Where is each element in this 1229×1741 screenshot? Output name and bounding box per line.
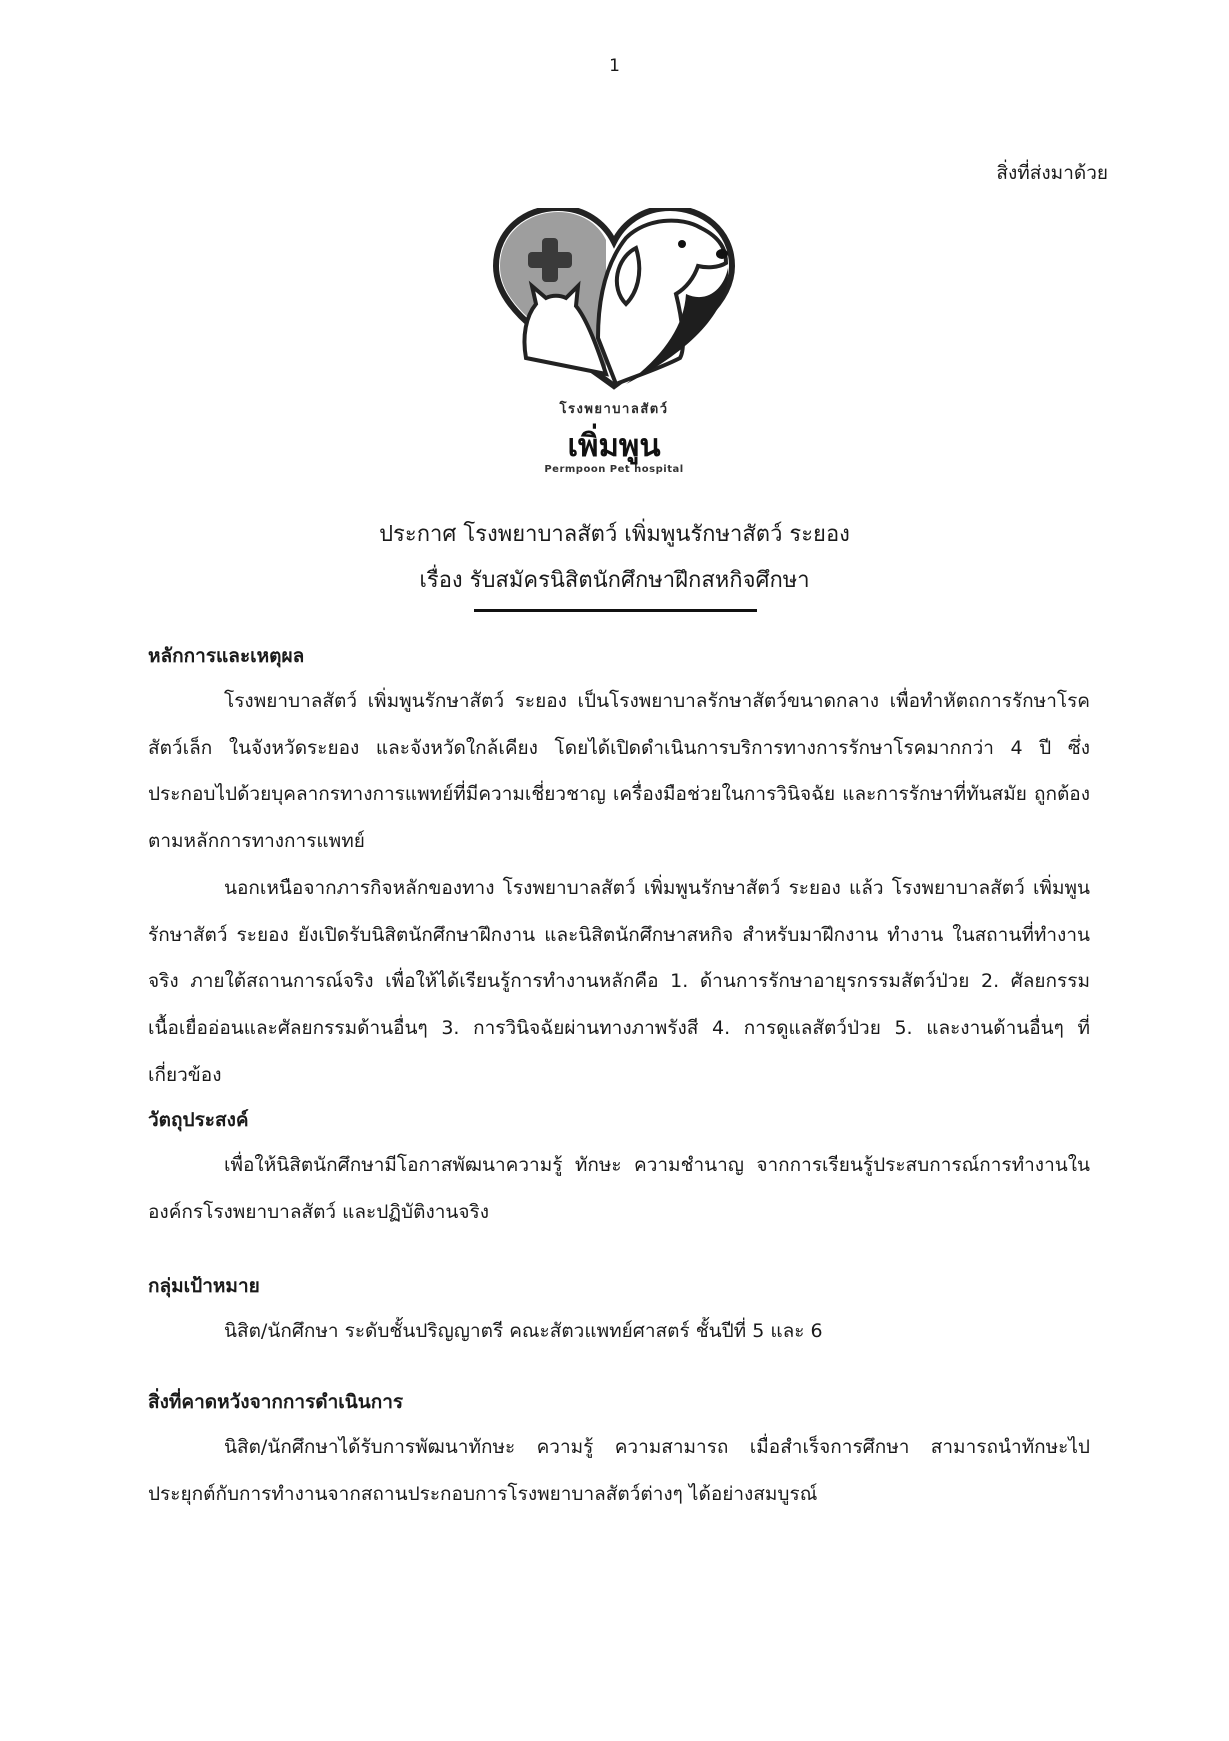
dog-eye-icon xyxy=(678,240,686,248)
rationale-paragraph-1: โรงพยาบาลสัตว์ เพิ่มพูนรักษาสัตว์ ระยอง เป็นโรงพยาบาลรักษาสัตว์ขนาดกลาง เพื่อทำหัตถการรักษาโรคสัตว์เล็ก ในจังหวัดระยอง และจังหวัดใกล้เคียง โดยได้เปิดดำเนินการบริการทางการรักษาโรคมากกว่า 4 ปี ซึ่งประกอบไปด้วยบุคลากรทางการแพทย์ที่มีความเชี่ยวชาญ เครื่องมือช่วยในการวินิจฉัย และการรักษาที่ทันสมัย ถูกต้องตามหลักการทางการแพทย์ xyxy=(148,690,1090,853)
logo-thai-name: โรงพยาบาลสัตว์ xyxy=(559,402,669,417)
logo-brand-name: เพิ่มพูน xyxy=(567,428,661,464)
section-rationale xyxy=(148,634,1090,1098)
section-objective xyxy=(148,1098,1090,1235)
rationale-paragraph-2: นอกเหนือจากภารกิจหลักของทาง โรงพยาบาลสัตว์ เพิ่มพูนรักษาสัตว์ ระยอง แล้ว โรงพยาบาลสัตว์ เพิ่มพูนรักษาสัตว์ ระยอง ยังเปิดรับนิสิตนักศึกษาฝึกงาน และนิสิตนักศึกษาสหกิจ สำหรับมาฝึกงาน ทำงาน ในสถานที่ทำงานจริง ภายใต้สถานการณ์จริง เพื่อให้ได้เรียนรู้การทำงานหลักคือ 1. ด้านการรักษาอายุรกรรมสัตว์ป่วย 2. ศัลยกรรมเนื้อเยื่ออ่อนและศัลยกรรมด้านอื่นๆ 3. การวินิจฉัยผ่านทางภาพรังสี 4. การดูแลสัตว์ป่วย 5. และงานด้านอื่นๆ ที่เกี่ยวข้อง xyxy=(148,876,1090,1086)
objective-heading: วัตถุประสงค์ xyxy=(148,1109,249,1131)
expected-outcome-paragraph: นิสิต/นักศึกษาได้รับการพัฒนาทักษะ ความรู้ ความสามารถ เมื่อสำเร็จการศึกษา สามารถนำทักษะไปประยุกต์กับการทำงานจากสถานประกอบการโรงพยาบาลสัตว์ต่างๆ ได้อย่างสมบูรณ์ xyxy=(148,1436,1090,1505)
target-group-heading: กลุ่มเป้าหมาย xyxy=(148,1275,260,1297)
section-target-group xyxy=(148,1264,1090,1354)
hospital-logo xyxy=(486,208,742,488)
objective-paragraph: เพื่อให้นิสิตนักศึกษามีโอกาสพัฒนาความรู้ ทักษะ ความชำนาญ จากการเรียนรู้ประสบการณ์การทำงานในองค์กรโรงพยาบาลสัตว์ และปฏิบัติงานจริง xyxy=(148,1154,1090,1223)
expected-outcome-heading: สิ่งที่คาดหวังจากการดำเนินการ xyxy=(148,1391,404,1413)
announcement-title: ประกาศ โรงพยาบาลสัตว์ เพิ่มพูนรักษาสัตว์ ระยอง xyxy=(379,522,850,547)
page-number: 1 xyxy=(609,56,620,76)
logo-english-name: Permpoon Pet hospital xyxy=(544,464,684,475)
enclosure-label: สิ่งที่ส่งมาด้วย xyxy=(996,162,1108,184)
section-expected-outcome xyxy=(148,1380,1090,1517)
target-group-paragraph: นิสิต/นักศึกษา ระดับชั้นปริญญาตรี คณะสัตวแพทย์ศาสตร์ ชั้นปีที่ 5 และ 6 xyxy=(224,1320,823,1342)
rationale-heading: หลักการและเหตุผล xyxy=(148,645,305,667)
title-underline xyxy=(474,609,757,612)
heart-pet-icon xyxy=(486,208,742,398)
announcement-subject: เรื่อง รับสมัครนิสิตนักศึกษาฝึกสหกิจศึกษา xyxy=(419,568,810,593)
dog-nose-icon xyxy=(716,249,728,259)
